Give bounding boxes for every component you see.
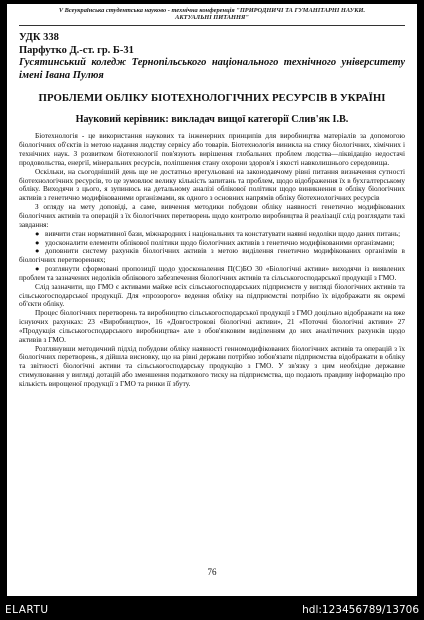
list-item: ● вивчити стан нормативної бази, міжнародних і національних та констатувати наявні недоліки щодо даних питань; <box>35 228 401 238</box>
paragraph: Розглянувши методичний підхід побудови обліку наявності генномодифікованих біологічних активів та операцій з їх біологічних перетворень, я дійшла висновку, що на рівні держави потрібно зобов'язати підприємства відображати в обліку та звітності біологічні активи та сільськогосподарську продукцію з ГМО. У зв'язку з цим необхідне державне стимулювання у вигляді дотацій або зменшення податкового тиску на підприємства, що подають правдиву інформацію про кількість вирощеної продукції з ГМО та ринки її збуту. <box>19 343 405 388</box>
bullet-icon: ● <box>35 246 40 256</box>
supervisor-line: Науковий керівник: викладач вищої категорії Слив'як І.В. <box>75 114 349 126</box>
header-line-2: АКТУАЛЬНІ ПИТАННЯ" <box>175 14 249 22</box>
list-item: ● доповнити систему рахунків біологічних активів з метою виділення генетично модифікованих організмів в біологічних перетвореннях; <box>19 246 405 265</box>
bullet-icon: ● <box>35 228 40 238</box>
paragraph: Слід зазначити, що ГМО є активами майже всіх сільськогосподарських підприємств у вигляді біологічних активів та сільськогосподарської продукції. Для «прозорого» ведення обліку на підприємстві потрібно їх відображати як окремі об'єкти обліку. <box>19 281 405 309</box>
paragraph: Процес біологічних перетворень та виробництво сільськогосподарської продукції з ГМО доцільно відображати на вже існуючих рахунках: 23 «Виробництво», 16 «Довгострокові біологічні активи», 21 «Поточні біологічні активи» 27 «Продукція сільськогосподарського виробництва» але з обов'язковим виділенням до них аналітичних рахунків щодо активів з ГМО. <box>19 308 405 344</box>
paragraph: Оскільки, на сьогоднішній день ще не достатньо врегульовані на законодавчому рівні питання визначення сутності біотехнологічних ресурсів, то це зумовлює велику кількість запитань та проблем, щодо відображення їх в бухгалтерському обліку. Виходячи з цього, я зупинюсь на детальному аналізі облікової політики щодо виникнення в обліку біологічних активів з генетично модифікованими організмами, як одного з основних напрямів обліку біотехнологічних ресурсів <box>19 166 405 203</box>
list-item: ● удосконалити елементи облікової політики щодо біологічних активів з генетично модифікованими організмами; <box>35 237 395 247</box>
affiliation: Гусятинський коледж Тернопільського національного технічного університету імені Івана Пулюя <box>19 57 405 81</box>
article-title: ПРОБЛЕМИ ОБЛІКУ БІОТЕХНОЛОГІЧНИХ РЕСУРСІВ В УКРАЇНІ <box>38 92 386 105</box>
repository-label: ELARTU <box>5 604 49 616</box>
document-page <box>7 4 417 596</box>
article-body <box>19 32 405 389</box>
page-content <box>19 4 405 596</box>
handle-identifier: hdl:123456789/13706 <box>302 604 419 616</box>
author-line: Парфутко Д.-ст. гр. Б-31 <box>19 44 134 56</box>
conference-header <box>19 7 405 22</box>
paragraph: Біотехнологія - це використання наукових та інженерних принципів для виробництва матеріалів за допомогою біологічних об'єктів із метою надання людству сервісу або товарів. Біотехнологія виникла на стику біологічних, хімічних і технічних наук. З розвитком біотехнології пов'язують вирішення глобальних проблем людства—ліквідацію недостачі продовольства, енергії, мінеральних ресурсів, поліпшення стану охорони здоров'я і якості навколишнього середовища. <box>19 131 405 167</box>
page-number: 76 <box>207 567 217 577</box>
header-divider <box>19 25 405 26</box>
list-item: ● розглянути сформовані пропозиції щодо удосконалення П(С)БО 30 «Біологічні активи» виходячи із виявлених проблем та зазначених недоліків облікового забезпечення біологічних активів та сільськогосподарської продукції з ГМО. <box>19 264 405 282</box>
paragraph: З огляду на мету доповіді, а саме, вивчення методики побудови обліку наявності генетично модифікованих біологічних активів та операцій з їх біологічних перетворень щодо контролю виробництва й реалізації слід розглядати такі завдання: <box>19 202 405 229</box>
task-list <box>19 230 405 283</box>
udc-code: УДК 338 <box>19 32 59 43</box>
header-line-1: V Всеукраїнська студентська науково - технічна конференція "ПРИРОДНИЧІ ТА ГУМАНІТАРНІ НАУКИ. <box>58 7 366 14</box>
bullet-icon: ● <box>35 237 40 247</box>
bullet-icon: ● <box>35 264 40 274</box>
